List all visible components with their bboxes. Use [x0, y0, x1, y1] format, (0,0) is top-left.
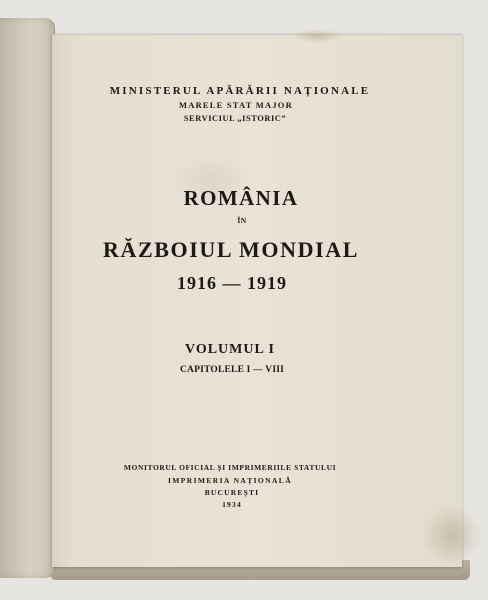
- ministry-heading: MINISTERUL APĂRĂRII NAȚIONALE: [109, 85, 371, 97]
- city-label: BUCUREȘTI: [204, 488, 260, 497]
- staff-heading: MARELE STAT MAJOR: [179, 100, 293, 110]
- printer-line-1: MONITORUL OFICIAL ȘI IMPRIMERIILE STATULUI: [123, 463, 337, 472]
- title-connector: ÎN: [237, 216, 247, 225]
- printer-line-2: IMPRIMERIA NAȚIONALĂ: [167, 476, 293, 485]
- title-line-1: ROMÂNIA: [183, 186, 299, 210]
- print-year: 1934: [222, 500, 242, 509]
- foxing-stain: [292, 29, 342, 43]
- title-years: 1916 — 1919: [177, 273, 287, 293]
- service-heading: SERVICIUL „ISTORIC”: [183, 113, 287, 123]
- chapters-label: CAPITOLELE I — VIII: [179, 365, 285, 375]
- title-line-2: RĂZBOIUL MONDIAL: [102, 237, 360, 262]
- volume-label: VOLUMUL I: [184, 342, 275, 357]
- foxing-stain: [422, 505, 482, 565]
